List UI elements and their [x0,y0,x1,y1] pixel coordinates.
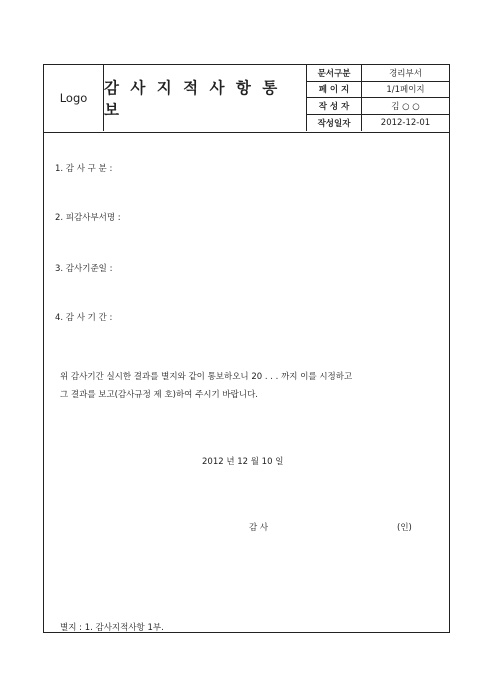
info-value: 김 ○ ○ [391,101,420,112]
item-audit-period: 4. 감 사 기 간 : [55,313,113,323]
info-label: 페 이 지 [307,82,362,98]
info-label: 작 성 자 [307,98,362,114]
info-row-author [307,98,449,115]
notice-line-1: 위 감사기간 실시한 결과를 별지와 같이 통보하오니 20 . . . 까지 이를 시정하고 [60,372,353,382]
seal-mark: (인) [397,523,412,533]
item-audit-reference-date: 3. 감사기준일 : [55,264,113,274]
info-row-date [307,115,449,132]
item-audit-category: 1. 감 사 구 분 : [55,164,113,174]
logo: Logo [44,65,104,131]
document-title: 감 사 지 적 사 항 통 보 [104,65,307,131]
info-label: 문서구분 [307,65,362,81]
attachment-note: 별지 : 1. 감사지적사항 1부. [60,623,164,633]
info-label: 작성일자 [307,115,362,132]
signer-title: 감 사 [249,523,269,533]
info-row-page [307,82,449,99]
info-value: 1/1페이지 [386,85,425,96]
document-frame [43,64,450,633]
info-row-document-type [307,65,449,82]
document-info-table [307,65,449,131]
notice-line-2: 그 결과를 보고(감사규정 제 호)하여 주시기 바랍니다. [60,390,258,400]
document-header [44,65,449,133]
info-value: 2012-12-01 [380,117,431,128]
info-value: 경리부서 [389,68,422,79]
item-audited-department: 2. 피감사부서명 : [55,213,121,223]
issue-date: 2012 년 12 월 10 일 [202,457,284,467]
